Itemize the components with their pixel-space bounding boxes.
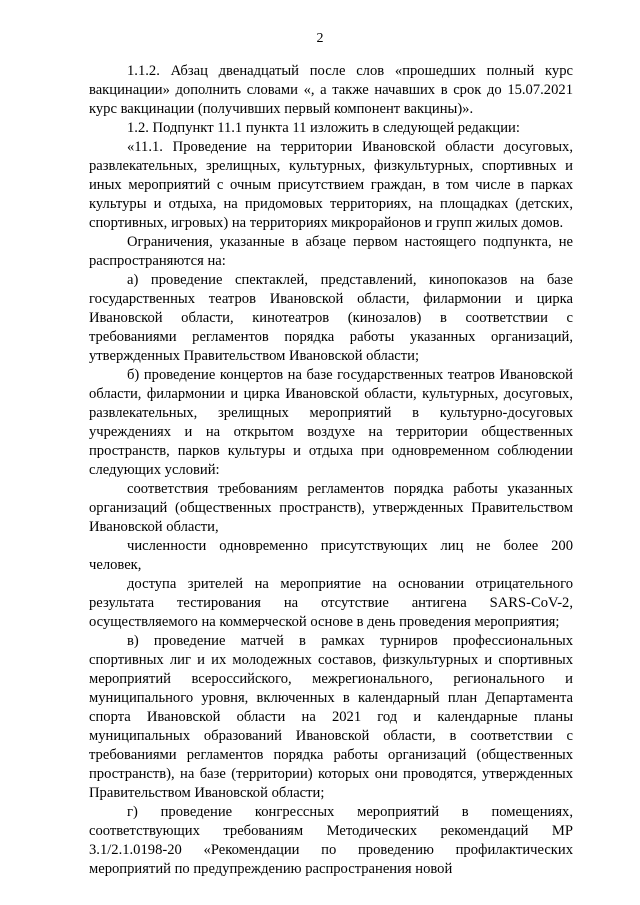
paragraph-item-g: г) проведение конгрессных мероприятий в помещениях, соответствующих требованиям Методических рекомендаций МР 3.1/2.1.0198-20 «Рекомендации по проведению профилактических мероприятий по предупреждению распространения новой — [89, 804, 573, 877]
document-body — [89, 62, 573, 879]
paragraph-1-1-2: 1.1.2. Абзац двенадцатый после слов «прошедших полный курс вакцинации» дополнить словами «, а также начавших в срок до 15.07.2021 курс вакцинации (получивших первый компонент вакцины)». — [89, 63, 573, 117]
paragraph-item-a: а) проведение спектаклей, представлений, кинопоказов на базе государственных театров Ивановской области, филармонии и цирка Ивановской области, кинотеатров (кинозалов) в соответствии с требованиями регламентов порядка работы указанных организаций, утвержденных Правительством Ивановской области; — [89, 272, 573, 364]
paragraph-item-v: в) проведение матчей в рамках турниров профессиональных спортивных лиг и их молодежных составов, физкультурных и спортивных мероприятий всероссийского, межрегионального, регионального и муниципального уровня, включенных в календарный план Департамента спорта Ивановской области на 2021 год и календарные планы муниципальных образований Ивановской области, в соответствии с требованиями регламентов порядка работы организаций (общественных пространств), на базе (территории) которых они проводятся, утвержденных Правительством Ивановской области; — [89, 633, 573, 801]
paragraph-condition-attendance: численности одновременно присутствующих лиц не более 200 человек, — [89, 538, 573, 573]
paragraph-condition-regulations: соответствия требованиям регламентов порядка работы указанных организаций (общественных пространств), утвержденных Правительством Ивановской области, — [89, 481, 573, 535]
paragraph-restrictions: Ограничения, указанные в абзаце первом настоящего подпункта, не распространяются на: — [89, 234, 573, 269]
paragraph-1-2: 1.2. Подпункт 11.1 пункта 11 изложить в следующей редакции: — [127, 120, 520, 136]
page-number: 2 — [316, 31, 324, 46]
paragraph-condition-testing: доступа зрителей на мероприятие на основании отрицательного результата тестирования на отсутствие антигена SARS-CoV-2, осуществляемого на коммерческой основе в день проведения мероприятия; — [89, 576, 573, 630]
paragraph-11-1: «11.1. Проведение на территории Ивановской области досуговых, развлекательных, зрелищных, культурных, физкультурных, спортивных и иных мероприятий с очным присутствием граждан, в том числе в парках культуры и отдыха, на придомовых территориях, на площадках (детских, спортивных, игровых) на территориях микрорайонов и групп жилых домов. — [89, 139, 573, 231]
paragraph-item-b: б) проведение концертов на базе государственных театров Ивановской области, филармонии и цирка Ивановской области, культурных, досуговых, развлекательных, зрелищных мероприятий в культурно-досуговых учреждениях и на открытом воздухе на территории общественных пространств, парков культуры и отдыха при одновременном соблюдении следующих условий: — [89, 367, 573, 478]
